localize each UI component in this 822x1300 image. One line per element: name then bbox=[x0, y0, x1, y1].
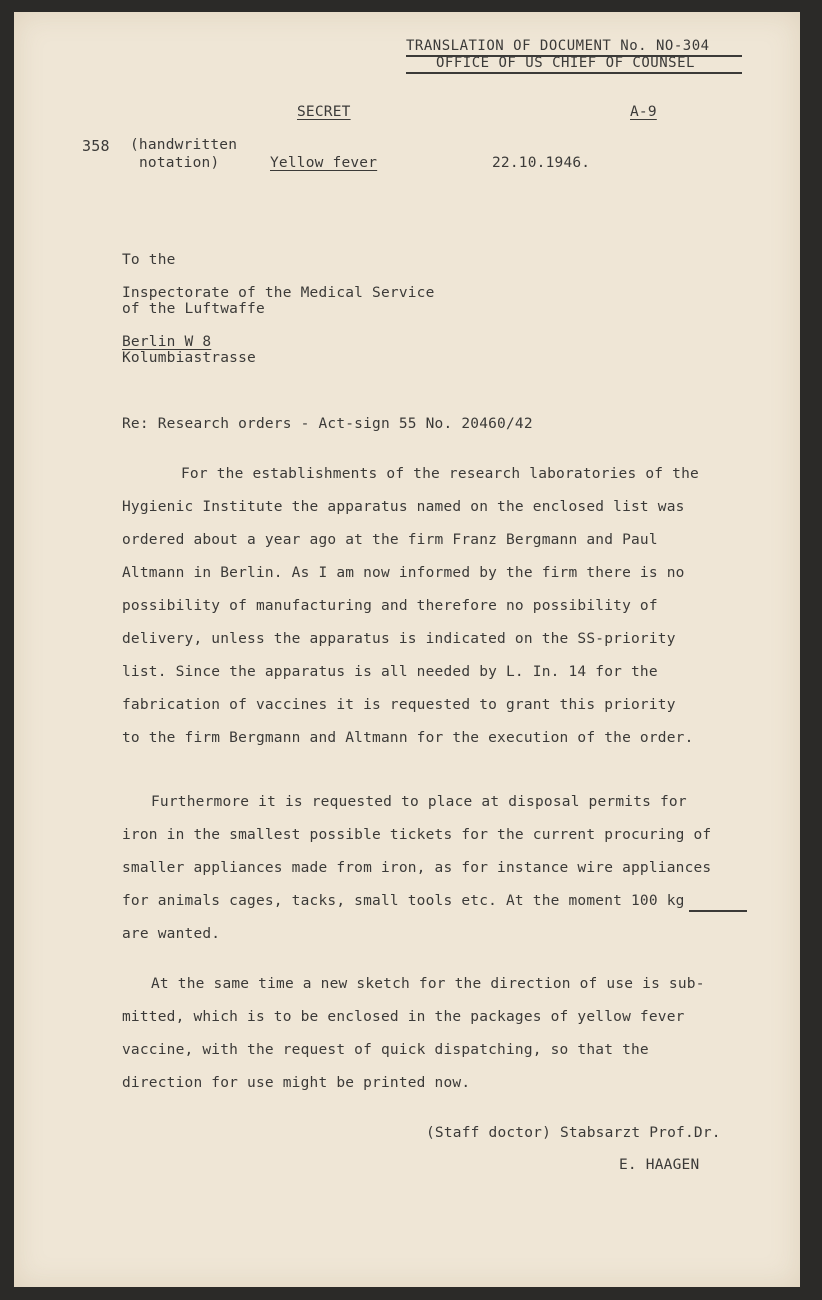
paragraph-1-line: Altmann in Berlin. As I am now informed by the firm there is no bbox=[122, 565, 685, 581]
paragraph-2-line: smaller appliances made from iron, as for instance wire appliances bbox=[122, 860, 712, 876]
paragraph-2-line: iron in the smallest possible tickets for the current procuring of bbox=[122, 827, 712, 843]
reference-number: A-9 bbox=[630, 104, 657, 120]
paragraph-3-line: direction for use might be printed now. bbox=[122, 1075, 471, 1091]
date: 22.10.1946. bbox=[492, 155, 591, 171]
address-line-1: Inspectorate of the Medical Service bbox=[122, 285, 435, 301]
paragraph-1-line: delivery, unless the apparatus is indicated on the SS-priority bbox=[122, 631, 676, 647]
paragraph-1-line: list. Since the apparatus is all needed by L. In. 14 for the bbox=[122, 664, 658, 680]
subject-note: Yellow fever bbox=[270, 155, 378, 171]
address-city: Berlin W 8 bbox=[122, 334, 212, 350]
header-line-1: TRANSLATION OF DOCUMENT No. NO-304 bbox=[406, 38, 710, 54]
address-street: Kolumbiastrasse bbox=[122, 350, 256, 366]
paragraph-1-line: to the firm Bergmann and Altmann for the execution of the order. bbox=[122, 730, 694, 746]
paragraph-1-line: ordered about a year ago at the firm Franz Bergmann and Paul bbox=[122, 532, 658, 548]
document-page bbox=[14, 12, 800, 1287]
paragraph-1-line: Hygienic Institute the apparatus named on the enclosed list was bbox=[122, 499, 685, 515]
paragraph-3-line: mitted, which is to be enclosed in the packages of yellow fever bbox=[122, 1009, 685, 1025]
paragraph-1-line: possibility of manufacturing and therefore no possibility of bbox=[122, 598, 658, 614]
handwritten-number: 358 bbox=[82, 137, 110, 155]
notation-line-2: notation) bbox=[139, 155, 220, 171]
paragraph-3-line: vaccine, with the request of quick dispatching, so that the bbox=[122, 1042, 649, 1058]
paragraph-2-line: Furthermore it is requested to place at disposal permits for bbox=[151, 794, 687, 810]
classification-label: SECRET bbox=[297, 104, 351, 120]
address-to: To the bbox=[122, 252, 176, 268]
notation-line-1: (handwritten bbox=[130, 137, 238, 153]
paragraph-2-line: are wanted. bbox=[122, 926, 221, 942]
amount-underline bbox=[689, 910, 747, 912]
signature-name: E. HAAGEN bbox=[619, 1157, 700, 1173]
re-line: Re: Research orders - Act-sign 55 No. 20460/42 bbox=[122, 416, 533, 432]
paragraph-2-line: for animals cages, tacks, small tools etc. At the moment 100 kg bbox=[122, 893, 685, 909]
signature-title: (Staff doctor) Stabsarzt Prof.Dr. bbox=[426, 1125, 721, 1141]
address-line-2: of the Luftwaffe bbox=[122, 301, 265, 317]
paragraph-3-line: At the same time a new sketch for the direction of use is sub- bbox=[151, 976, 705, 992]
header-line-2: OFFICE OF US CHIEF OF COUNSEL bbox=[436, 55, 695, 71]
header-underline-2 bbox=[406, 72, 742, 74]
paragraph-1-line: For the establishments of the research laboratories of the bbox=[181, 466, 699, 482]
paragraph-1-line: fabrication of vaccines it is requested to grant this priority bbox=[122, 697, 676, 713]
